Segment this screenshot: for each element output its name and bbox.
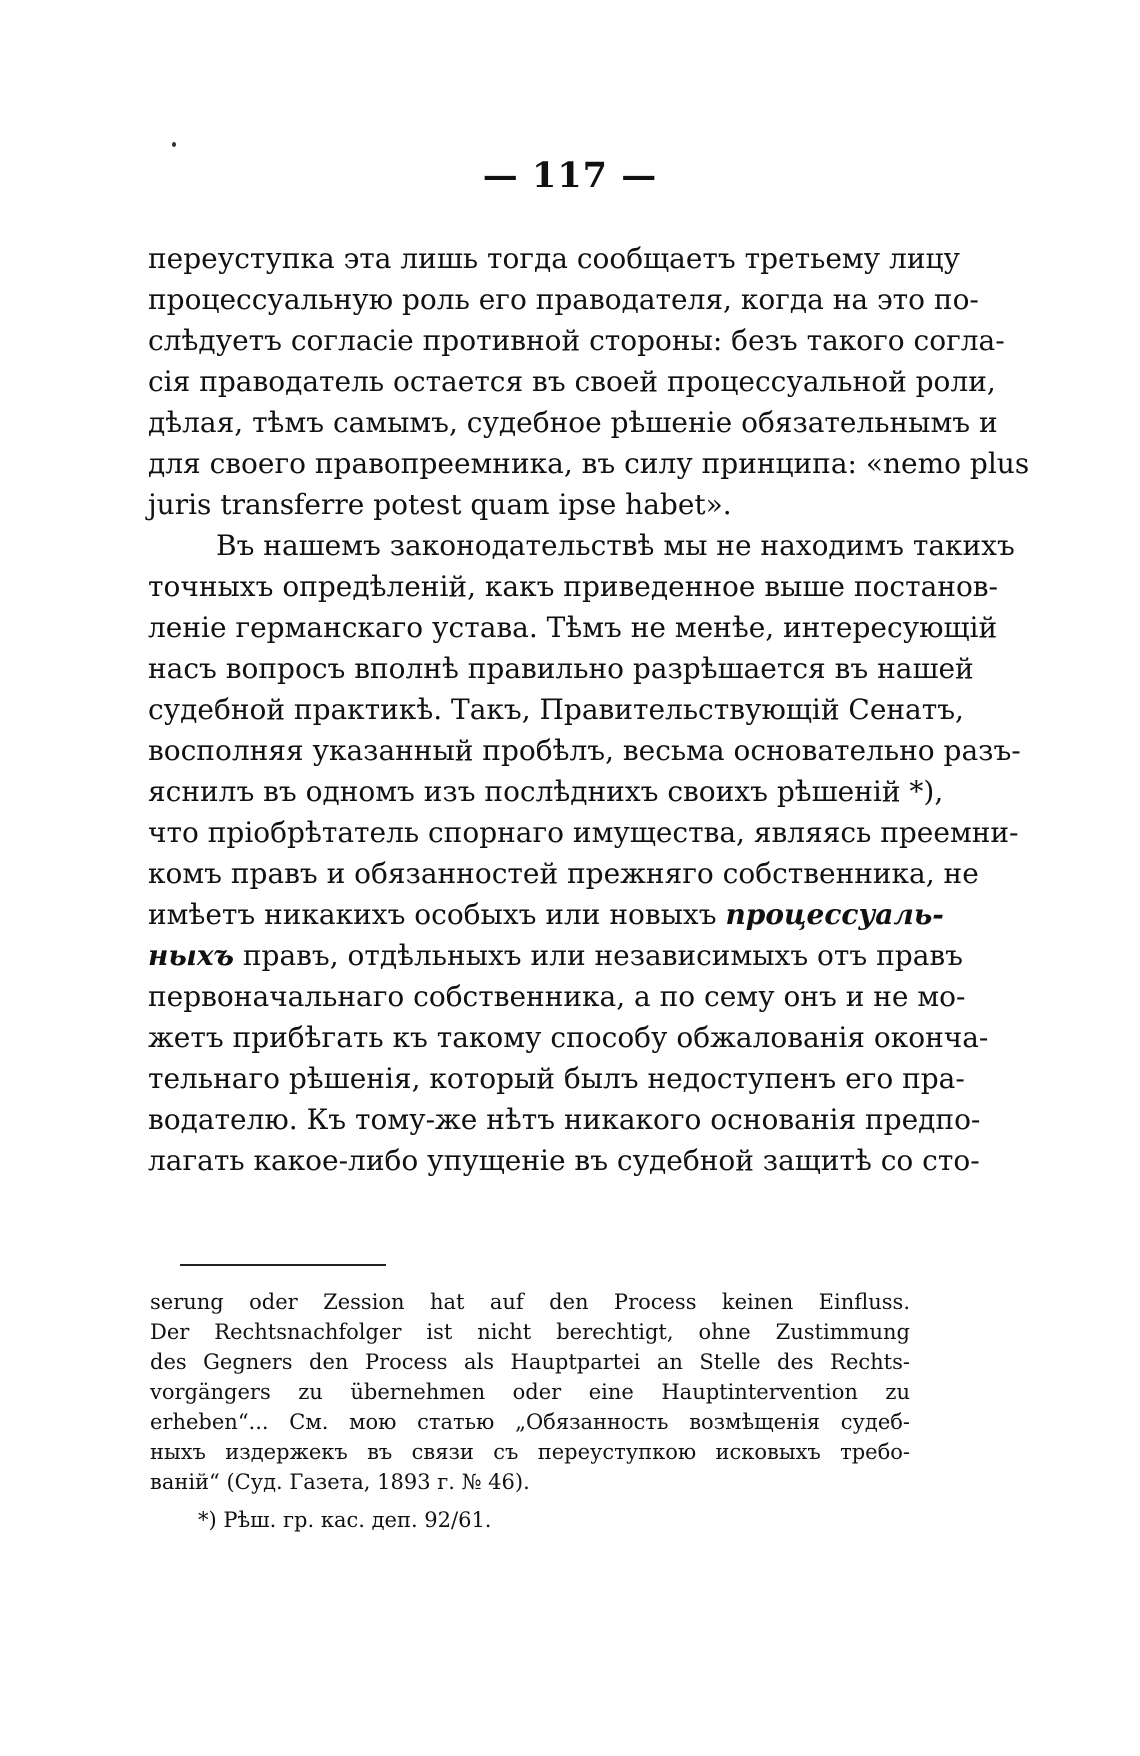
text-line: жетъ прибѣгать къ такому способу обжалованія оконча- (148, 1021, 989, 1054)
text-line: водателю. Къ тому-же нѣтъ никакого основанія предпо- (148, 1103, 981, 1136)
text-line: леніе германскаго устава. Тѣмъ не менѣе, интересующій (148, 611, 998, 644)
text-line: комъ правъ и обязанностей прежняго собственника, не (148, 857, 979, 890)
footnote-line: ваній“ (Суд. Газета, 1893 г. № 46). (150, 1470, 530, 1494)
text-line: точныхъ опредѣленій, какъ приведенное выше постанов- (148, 570, 999, 603)
text-line: Въ нашемъ законодательствѣ мы не находимъ такихъ (216, 529, 1015, 562)
page-number: — 117 — (482, 155, 658, 196)
italic-word: процессуаль- (725, 898, 944, 931)
footnote-line: Der Rechtsnachfolger ist nicht berechtigt, ohne Zustimmung (150, 1320, 910, 1344)
footnote-line: des Gegners den Process als Hauptpartei an Stelle des Rechts- (150, 1350, 910, 1374)
footnote-line: vorgängers zu übernehmen oder eine Hauptintervention zu (150, 1380, 910, 1404)
text-line: тельнаго рѣшенія, который былъ недоступенъ его пра- (148, 1062, 965, 1095)
text-line: что пріобрѣтатель спорнаго имущества, являясь преемни- (148, 816, 1019, 849)
footnote-line: serung oder Zession hat auf den Process keinen Einfluss. (150, 1290, 910, 1314)
text-line: слѣдуетъ согласіе противной стороны: безъ такого согла- (148, 324, 1005, 357)
footnote-line: erheben“... См. мою статью „Обязанность возмѣщенія судеб- (150, 1410, 910, 1434)
text-line: процессуальную роль его праводателя, когда на это по- (148, 283, 979, 316)
text-line-part: правъ, отдѣльныхъ или независимыхъ отъ правъ (242, 939, 963, 972)
text-line: восполняя указанный пробѣлъ, весьма основательно разъ- (148, 734, 1021, 767)
text-line: судебной практикѣ. Такъ, Правительствующій Сенатъ, (148, 693, 964, 726)
text-line: дѣлая, тѣмъ самымъ, судебное рѣшеніе обязательнымъ и (148, 406, 998, 439)
text-line-part: имѣетъ никакихъ особыхъ или новыхъ (148, 898, 717, 931)
footnotes (150, 1287, 910, 1535)
text-line: для своего правопреемника, въ силу принципа: «nemo plus (148, 447, 1030, 480)
italic-word: ныхъ (148, 939, 234, 972)
footnote-divider (180, 1264, 386, 1266)
text-line: juris transferre potest quam ipse habet». (148, 488, 732, 521)
text-line: лагать какое-либо упущеніе въ судебной защитѣ со сто- (148, 1144, 980, 1177)
footnote-line: ныхъ издержекъ въ связи съ переуступкою исковыхъ требо- (150, 1440, 910, 1464)
text-line (148, 894, 944, 935)
text-line: насъ вопросъ вполнѣ правильно разрѣшается въ нашей (148, 652, 974, 685)
text-line: сія праводатель остается въ своей процессуальной роли, (148, 365, 996, 398)
text-line: яснилъ въ одномъ изъ послѣднихъ своихъ рѣшеній *), (148, 775, 944, 808)
main-text (148, 238, 1030, 1181)
text-line (148, 935, 963, 976)
print-speck (172, 142, 176, 147)
text-line: первоначальнаго собственника, а по сему онъ и не мо- (148, 980, 966, 1013)
footnote-reference: *) Рѣш. гр. кас. деп. 92/61. (198, 1508, 492, 1532)
text-line: переуступка эта лишь тогда сообщаетъ третьему лицу (148, 242, 960, 275)
